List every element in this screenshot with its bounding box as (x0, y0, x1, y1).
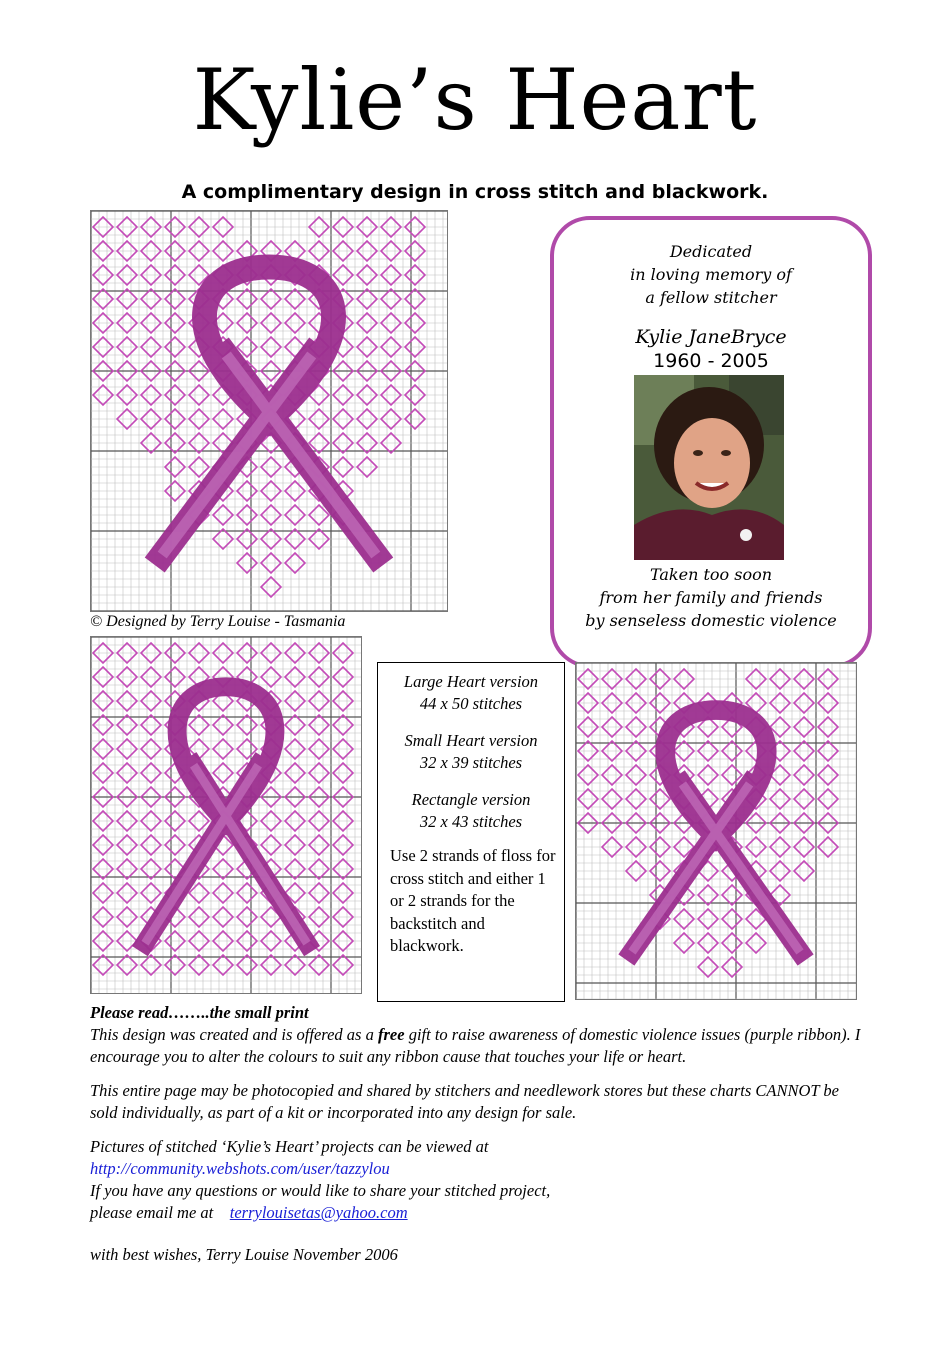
floss-instructions: Use 2 strands of floss for cross stitch and either 1 or 2 strands for the backstitch and blackwork. (390, 846, 556, 955)
email-link[interactable]: terrylouisetas@yahoo.com (229, 1203, 408, 1222)
version-small (378, 730, 564, 774)
small-print-text: This design was created and is offered as a (90, 1025, 378, 1044)
rectangle-chart (90, 636, 362, 994)
dedication-line: Taken too soon (649, 565, 773, 584)
memorial-dates: 1960 - 2005 (653, 350, 769, 372)
signoff: with best wishes, Terry Louise November 2006 (90, 1245, 398, 1264)
version-large (378, 671, 564, 715)
small-print-heading: Please read……..the small print (90, 1003, 309, 1022)
small-heart-chart (575, 662, 857, 1000)
small-print-text: If you have any questions or would like to share your stitched project, (90, 1181, 551, 1200)
version-name: Small Heart version (404, 731, 538, 750)
page-subtitle: A complimentary design in cross stitch and blackwork. (181, 181, 769, 203)
dedication-text (554, 240, 868, 309)
version-name: Large Heart version (403, 672, 539, 691)
page-title: Kylie’s Heart (192, 51, 758, 149)
dedication-line: from her family and friends (599, 588, 823, 607)
dedication-line: Dedicated (669, 242, 753, 261)
version-rectangle (378, 789, 564, 833)
dedication-line: in loving memory of (630, 265, 792, 284)
version-name: Rectangle version (411, 790, 531, 809)
dedication-panel (550, 216, 872, 668)
version-size: 32 x 43 stitches (419, 812, 523, 831)
version-size: 32 x 39 stitches (419, 753, 523, 772)
memorial-photo (634, 375, 784, 560)
dedication-line: by senseless domestic violence (585, 611, 837, 630)
small-print-text: This entire page may be photocopied and shared by stitchers and needlework stores but these charts CANNOT be sold individually, as part of a kit or incorporated into any design for sale. (90, 1081, 839, 1122)
small-print (90, 1002, 870, 1278)
small-print-text: gift to raise awareness of domestic violence issues (purple ribbon). I encourage you to alter the colours to suit any ribbon cause that touches your life or heart. (90, 1025, 861, 1066)
stitch-info-box (377, 662, 565, 1002)
version-size: 44 x 50 stitches (419, 694, 523, 713)
free-emphasis: free (377, 1025, 405, 1044)
small-print-text: Pictures of stitched ‘Kylie’s Heart’ projects can be viewed at (90, 1137, 489, 1156)
dedication-line: a fellow stitcher (645, 288, 777, 307)
dedication-footer (554, 563, 868, 632)
small-print-text: please email me at (90, 1203, 214, 1222)
memorial-name: Kylie JaneBryce (635, 326, 787, 348)
designer-credit: © Designed by Terry Louise - Tasmania (90, 613, 346, 630)
webshots-link[interactable]: http://community.webshots.com/user/tazzylou (90, 1159, 390, 1178)
large-heart-chart (90, 210, 448, 612)
